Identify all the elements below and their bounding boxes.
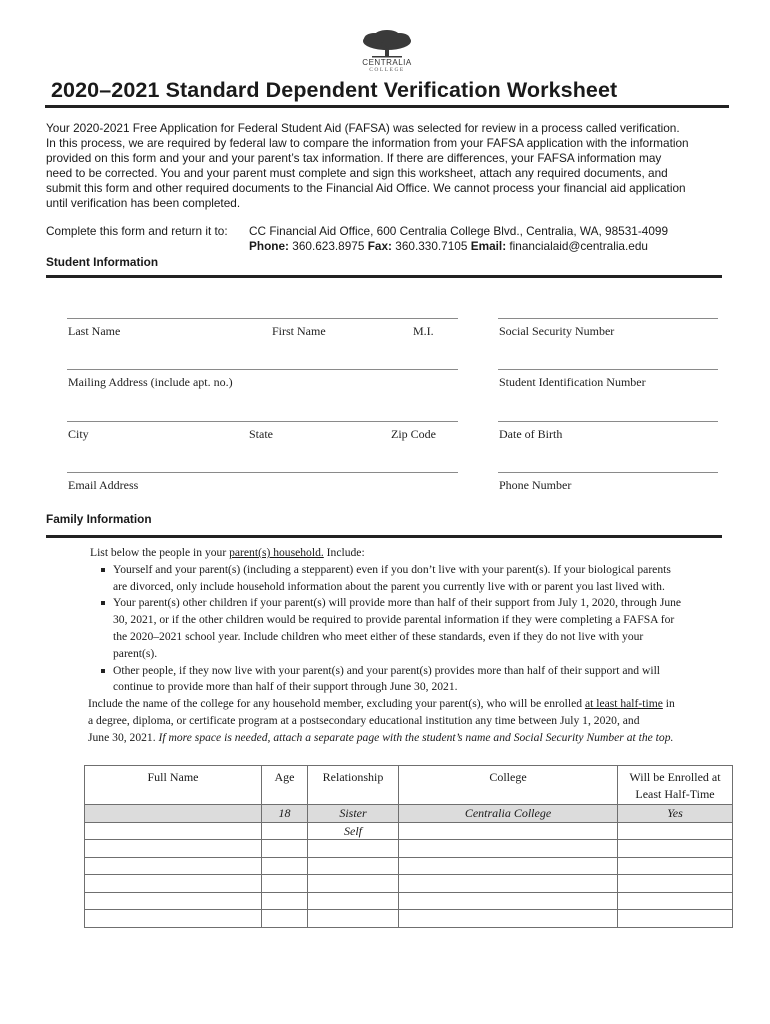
table-row: [85, 892, 733, 910]
dob-label: Date of Birth: [499, 427, 563, 441]
intro-line: need to be corrected. You and your parent must complete and sign this worksheet, attach any required documents, and: [46, 166, 668, 180]
table-row: [85, 840, 733, 858]
bullet-text: Yourself and your parent(s) (including a stepparent) even if you don’t live with your parent(s). If your biological parents: [113, 562, 671, 576]
cell-relationship[interactable]: [308, 857, 399, 875]
bullet-icon: [101, 568, 105, 572]
return-contact: [249, 239, 648, 253]
list-intro: [90, 545, 740, 562]
cell-college[interactable]: [399, 875, 618, 893]
cell-relationship[interactable]: Sister: [308, 805, 399, 823]
tree-icon: [360, 30, 414, 60]
cell-college[interactable]: [399, 840, 618, 858]
bullet-continuation: continue to provide more than half of their support through June 30, 2021.: [113, 680, 458, 694]
cell-full-name[interactable]: [85, 910, 262, 928]
college-note-line: a degree, diploma, or certificate program at a postsecondary educational institution any time between July 1, 2020, and: [88, 713, 640, 727]
cell-enrolled[interactable]: [618, 892, 733, 910]
student-info-heading: Student Information: [46, 255, 159, 269]
cell-enrolled[interactable]: [618, 875, 733, 893]
half-time-term: at least half-time: [584, 697, 663, 711]
logo-name: CENTRALIA: [362, 58, 412, 67]
phone-field[interactable]: [498, 472, 718, 473]
bullet-continuation: are divorced, only include household information about the parent you currently live with or parent you last lived with.: [113, 579, 665, 593]
student-id-field[interactable]: [498, 369, 718, 370]
intro-line: In this process, we are required by federal law to compare the information from your FAFSA application with the information: [46, 136, 689, 150]
college-note-line: [88, 730, 740, 747]
table-row: [85, 910, 733, 928]
return-label: Complete this form and return it to:: [46, 224, 228, 238]
mi-label: M.I.: [413, 324, 434, 338]
bullet-continuation: parent(s).: [113, 646, 158, 660]
intro-line: provided on this form and your and your parent’s tax information. If there are differences, your FAFSA information may: [46, 151, 662, 165]
bullet-text: Other people, if they now live with your parent(s) and your parent(s) provides more than half of their support and will: [113, 663, 661, 677]
cell-college[interactable]: [399, 822, 618, 840]
city-label: City: [68, 427, 89, 441]
cell-full-name[interactable]: [85, 857, 262, 875]
bullet-icon: [101, 601, 105, 605]
cell-college[interactable]: Centralia College: [399, 805, 618, 823]
ssn-label: Social Security Number: [499, 324, 615, 338]
college-note-text: June 30, 2021.: [88, 730, 159, 744]
col-college: College: [399, 766, 618, 805]
list-intro-text: List below the people in your: [90, 546, 230, 559]
student-id-label: Student Identification Number: [499, 375, 646, 389]
dob-field[interactable]: [498, 421, 718, 422]
cell-relationship[interactable]: [308, 892, 399, 910]
zip-label: Zip Code: [391, 427, 436, 441]
household-term: parent(s) household.: [229, 546, 324, 559]
cell-full-name[interactable]: [85, 805, 262, 823]
college-note-line: [88, 696, 740, 713]
address-field[interactable]: [67, 369, 458, 370]
cell-enrolled[interactable]: Yes: [618, 805, 733, 823]
return-address: CC Financial Aid Office, 600 Centralia College Blvd., Centralia, WA, 98531-4099: [249, 224, 669, 238]
cell-relationship[interactable]: Self: [308, 822, 399, 840]
cell-enrolled[interactable]: [618, 857, 733, 875]
table-header-row: [85, 766, 733, 805]
bullet-text: Your parent(s) other children if your parent(s) will provide more than half of their support from July 1, 2020, through June: [113, 596, 682, 610]
phone-value: 360.623.8975: [292, 239, 365, 253]
page-title: 2020–2021 Standard Dependent Verification Worksheet: [51, 78, 618, 102]
ssn-field[interactable]: [498, 318, 718, 319]
cell-college[interactable]: [399, 910, 618, 928]
cell-college[interactable]: [399, 892, 618, 910]
cell-enrolled[interactable]: [618, 840, 733, 858]
col-enrolled: Will be Enrolled at Least Half-Time: [618, 766, 733, 805]
student-info-divider: [46, 275, 722, 278]
bullet-item: [90, 562, 740, 579]
cell-age[interactable]: [262, 875, 308, 893]
email-label: Email:: [470, 239, 507, 253]
table-row: [85, 857, 733, 875]
phone-label: Phone:: [249, 239, 289, 253]
intro-line: until verification has been completed.: [46, 196, 241, 210]
cell-age[interactable]: [262, 892, 308, 910]
bullet-continuation: 30, 2021, or if the other children would be required to provide parental information if they were completing a FAFSA for: [113, 613, 675, 627]
cell-college[interactable]: [399, 857, 618, 875]
list-intro-end: Include:: [323, 546, 365, 559]
college-logo: [356, 30, 418, 74]
cell-age[interactable]: [262, 840, 308, 858]
intro-paragraph: [46, 121, 746, 211]
table-row: [85, 875, 733, 893]
college-note-text: Include the name of the college for any household member, excluding your parent(s), who will be enrolled: [88, 697, 585, 711]
table-row: [85, 805, 733, 823]
title-divider: [45, 105, 729, 108]
table-row: [85, 822, 733, 840]
cell-age[interactable]: 18: [262, 805, 308, 823]
cell-relationship[interactable]: [308, 840, 399, 858]
col-full-name: Full Name: [85, 766, 262, 805]
email-label-text: Email Address: [68, 478, 139, 492]
cell-enrolled[interactable]: [618, 910, 733, 928]
cell-age[interactable]: [262, 910, 308, 928]
fax-label: Fax:: [367, 239, 392, 253]
cell-relationship[interactable]: [308, 910, 399, 928]
state-label: State: [249, 427, 273, 441]
email-value: financialaid@centralia.edu: [509, 239, 648, 253]
col-age: Age: [262, 766, 308, 805]
intro-line: Your 2020-2021 Free Application for Federal Student Aid (FAFSA) was selected for review in a process called verification.: [46, 121, 680, 135]
address-label: Mailing Address (include apt. no.): [68, 375, 233, 389]
last-name-label: Last Name: [68, 324, 121, 338]
first-name-label: First Name: [272, 324, 326, 338]
attach-page-note: If more space is needed, attach a separate page with the student’s name and Social Security Number at the top.: [158, 730, 674, 744]
family-info-divider: [46, 535, 722, 538]
family-info-heading: Family Information: [46, 512, 152, 526]
family-instructions: [90, 545, 740, 747]
cell-full-name[interactable]: [85, 840, 262, 858]
bullet-item: [90, 595, 740, 612]
cell-full-name[interactable]: [85, 822, 262, 840]
college-note-text: in: [662, 697, 675, 711]
name-field[interactable]: [67, 318, 458, 319]
bullet-continuation: the 2020–2021 school year. Include children who meet either of these standards, even if they do not live with your: [113, 629, 644, 643]
fax-value: 360.330.7105: [395, 239, 468, 253]
cell-full-name[interactable]: [85, 892, 262, 910]
phone-label-text: Phone Number: [499, 478, 572, 492]
bullet-icon: [101, 669, 105, 673]
bullet-item: [90, 663, 740, 680]
cell-relationship[interactable]: [308, 875, 399, 893]
household-table: [84, 765, 733, 928]
email-field[interactable]: [67, 472, 458, 473]
cell-full-name[interactable]: [85, 875, 262, 893]
cell-enrolled[interactable]: [618, 822, 733, 840]
cell-age[interactable]: [262, 822, 308, 840]
col-relationship: Relationship: [308, 766, 399, 805]
logo-subtitle: COLLEGE: [369, 67, 405, 73]
cell-age[interactable]: [262, 857, 308, 875]
intro-line: submit this form and other required documents to the Financial Aid Office. We cannot process your financial aid application: [46, 181, 686, 195]
city-state-zip-field[interactable]: [67, 421, 458, 422]
